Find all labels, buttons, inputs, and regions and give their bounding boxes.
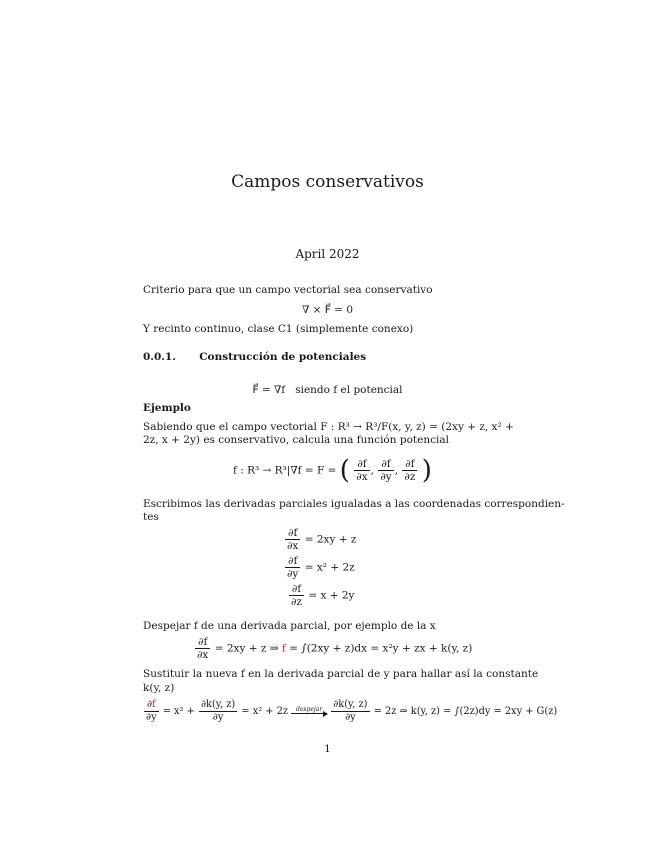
final-part1: = x² + — [162, 706, 195, 717]
final-f-highlight: f — [152, 699, 156, 710]
fraction-df-dy: $\frac{\partial f}{\partial y}$ — [380, 458, 392, 483]
gradient-lhs: f : R³ → R³|∇f = F = — [233, 464, 337, 477]
example-line-1: Sabiendo que el campo vectorial F : R³ → R³/F(x, y, z) = (2xy + z, x² + — [143, 421, 514, 433]
arrow-label: despejar — [296, 706, 323, 713]
partial-x-den: ∂x — [287, 540, 299, 552]
paragraph-region: Y recinto continuo, clase C1 (simplemente conexo) — [143, 323, 414, 335]
page-number: 1 — [324, 743, 331, 755]
final-k-den: ∂y — [212, 712, 224, 723]
fraction-df-dz: $\frac{\partial f}{\partial z}$ — [404, 458, 416, 483]
paragraph-substitute-line-2: k(y, z) — [143, 682, 175, 694]
integrate-den: ∂x — [197, 649, 209, 661]
integrate-num: ∂f — [195, 636, 210, 649]
section-heading — [143, 350, 366, 364]
partial-y-rhs: = x² + 2z — [304, 561, 355, 574]
partial-row-x — [284, 527, 356, 552]
equation-integrate — [194, 636, 472, 661]
partial-z-den: ∂z — [291, 596, 302, 608]
final-partial-symbol: ∂ — [146, 699, 153, 710]
section-number: 0.0.1. — [143, 351, 176, 363]
integrate-f-highlight: f — [281, 642, 286, 655]
paragraph-criterion: Criterio para que un campo vectorial sea conservativo — [143, 284, 433, 296]
final-k2-num: ∂k(y, z) — [333, 699, 368, 710]
paragraph-solve: Despejar f de una derivada parcial, por ejemplo de la x — [143, 620, 436, 632]
final-part3: = 2z ⇒ k(y, z) = ∫(2z)dy = 2xy + G(z) — [373, 706, 558, 717]
fraction-df-dx: $\frac{\partial f}{\partial x}$ — [356, 458, 368, 483]
partial-x-rhs: = 2xy + z — [304, 533, 357, 546]
paragraph-partials-line-2: tes — [143, 511, 159, 523]
partial-x-num: ∂f — [285, 527, 300, 540]
equation-gradient: f : R³ → R³|∇f = F = ( $\frac{\partial f}{\partial x}$ , $\frac{\partial f}{\partial y}$ , $\frac{\partial f}{\partial z}$ ) — [233, 455, 432, 486]
paragraph-substitute-line-1: Sustituir la nueva f en la derivada parcial de y para hallar así la constante — [143, 668, 539, 680]
right-paren: ) — [421, 455, 432, 486]
potential-text: siendo f el potencial — [295, 384, 403, 396]
partial-z-rhs: = x + 2y — [308, 589, 355, 602]
partial-y-num: ∂f — [285, 555, 300, 568]
equation-potential — [0, 383, 655, 397]
left-paren: ( — [339, 455, 350, 486]
document-title: Campos conservativos — [231, 172, 424, 192]
section-title: Construcción de potenciales — [199, 351, 367, 363]
partial-y-den: ∂y — [287, 568, 299, 580]
partial-row-z — [288, 583, 354, 608]
document-date: April 2022 — [295, 247, 360, 261]
integrate-mid: = 2xy + z ⇒ — [214, 642, 279, 655]
equation-final — [143, 699, 557, 724]
example-heading: Ejemplo — [143, 402, 191, 414]
final-f-den: ∂y — [146, 712, 157, 723]
paragraph-partials-line-1: Escribimos las derivadas parciales igualadas a las coordenadas correspondien- — [143, 498, 565, 510]
final-part2: = x² + 2z — [241, 706, 288, 717]
final-k-num: ∂k(y, z) — [200, 699, 236, 710]
partial-z-num: ∂f — [289, 583, 304, 596]
example-line-2: 2z, x + 2y) es conservativo, calcula una función potencial — [143, 434, 449, 446]
final-k2-den: ∂y — [345, 712, 356, 723]
partial-row-y — [284, 555, 355, 580]
equation-curl: ∇ × F⃗ = 0 — [302, 304, 353, 316]
integrate-rhs: = ∫(2xy + z)dx = x²y + zx + k(y, z) — [289, 642, 473, 655]
arrow-despejar — [291, 706, 327, 717]
potential-lhs: F⃗ = ∇f — [252, 384, 286, 396]
